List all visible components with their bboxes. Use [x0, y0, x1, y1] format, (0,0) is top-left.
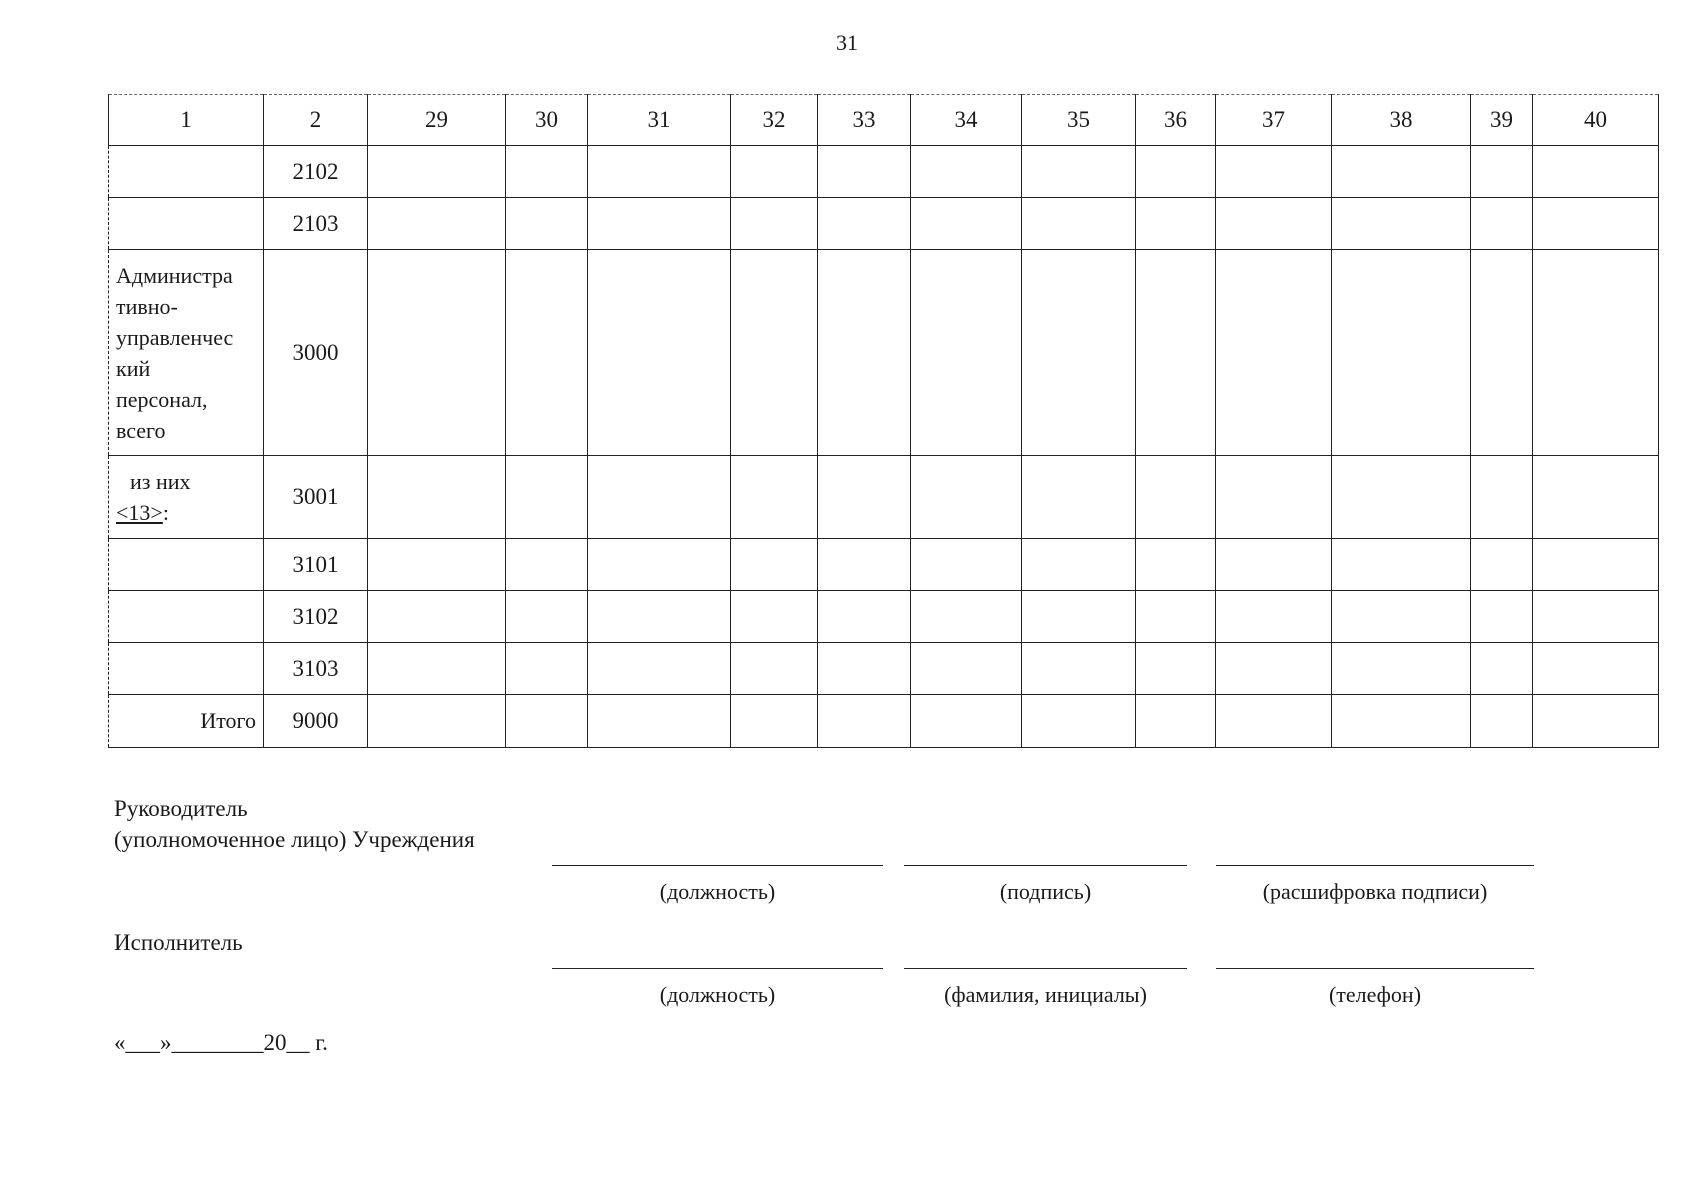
table-cell[interactable]	[588, 146, 731, 198]
table-cell[interactable]	[1471, 250, 1533, 456]
table-cell[interactable]	[731, 198, 818, 250]
table-cell[interactable]	[911, 456, 1022, 539]
head-signature-label	[114, 793, 475, 855]
table-cell[interactable]	[1332, 695, 1471, 748]
table-cell[interactable]	[1216, 643, 1332, 695]
table-cell[interactable]	[1533, 250, 1659, 456]
table-cell[interactable]	[368, 456, 506, 539]
table-cell[interactable]	[911, 695, 1022, 748]
table-cell[interactable]	[731, 456, 818, 539]
column-number-header: 34	[911, 95, 1022, 146]
table-cell[interactable]	[731, 250, 818, 456]
row-label: Администра тивно- управленчес кий персонал, всего	[109, 250, 264, 456]
head-name-line[interactable]	[1216, 865, 1534, 866]
row-code: 3102	[264, 591, 368, 643]
column-number-header: 32	[731, 95, 818, 146]
column-number-header: 1	[109, 95, 264, 146]
table-cell[interactable]	[1533, 643, 1659, 695]
head-signature-line[interactable]	[904, 865, 1187, 866]
table-cell[interactable]	[588, 250, 731, 456]
row-code: 3000	[264, 250, 368, 456]
table-row	[109, 456, 1659, 539]
table-cell[interactable]	[1332, 539, 1471, 591]
table-cell[interactable]	[588, 198, 731, 250]
table-row	[109, 695, 1659, 748]
column-number-header: 2	[264, 95, 368, 146]
table-cell[interactable]	[1136, 198, 1216, 250]
table-cell[interactable]	[1022, 198, 1136, 250]
table-cell[interactable]	[506, 643, 588, 695]
table-cell[interactable]	[911, 643, 1022, 695]
report-table	[108, 94, 1659, 748]
table-cell[interactable]	[368, 695, 506, 748]
table-cell[interactable]	[1136, 456, 1216, 539]
table-cell[interactable]	[1471, 643, 1533, 695]
column-number-header: 38	[1332, 95, 1471, 146]
table-cell[interactable]	[1332, 591, 1471, 643]
head-signature-caption: (подпись)	[999, 879, 1092, 904]
head-name-caption: (расшифровка подписи)	[1262, 879, 1488, 904]
table-cell[interactable]	[506, 539, 588, 591]
table-cell[interactable]	[731, 146, 818, 198]
column-number-header: 29	[368, 95, 506, 146]
row-code: 3101	[264, 539, 368, 591]
table-row	[109, 539, 1659, 591]
table-cell[interactable]	[818, 198, 911, 250]
column-number-header: 30	[506, 95, 588, 146]
footnote-reference[interactable]: <13>	[116, 500, 163, 525]
table-cell[interactable]	[911, 250, 1022, 456]
table-cell[interactable]	[1216, 146, 1332, 198]
table-cell[interactable]	[588, 643, 731, 695]
table-cell[interactable]	[506, 146, 588, 198]
table-cell[interactable]	[911, 198, 1022, 250]
table-cell[interactable]	[1471, 591, 1533, 643]
row-label-suffix: :	[162, 500, 169, 525]
row-label	[109, 456, 264, 539]
table-cell[interactable]	[506, 456, 588, 539]
table-cell[interactable]	[1332, 643, 1471, 695]
table-cell[interactable]	[506, 198, 588, 250]
table-cell[interactable]	[588, 695, 731, 748]
row-code: 3001	[264, 456, 368, 539]
table-cell[interactable]	[368, 539, 506, 591]
column-number-header: 31	[588, 95, 731, 146]
table-cell[interactable]	[1022, 456, 1136, 539]
table-cell[interactable]	[1216, 591, 1332, 643]
table-cell[interactable]	[731, 643, 818, 695]
table-cell[interactable]	[1533, 146, 1659, 198]
table-cell[interactable]	[1022, 250, 1136, 456]
table-cell[interactable]	[1216, 456, 1332, 539]
table-cell[interactable]	[1022, 539, 1136, 591]
column-number-header: 39	[1471, 95, 1533, 146]
table-cell[interactable]	[818, 146, 911, 198]
table-cell[interactable]	[1216, 695, 1332, 748]
table-cell[interactable]	[731, 591, 818, 643]
head-position-caption: (должность)	[659, 879, 776, 904]
table-cell[interactable]	[1216, 198, 1332, 250]
row-label-prefix: из них	[130, 469, 191, 494]
table-row	[109, 250, 1659, 456]
table-cell[interactable]	[368, 250, 506, 456]
table-row	[109, 643, 1659, 695]
executor-position-line[interactable]	[552, 968, 883, 969]
table-cell[interactable]	[506, 591, 588, 643]
table-header-row	[109, 95, 1659, 146]
date-field[interactable]: «___»________20__ г.	[114, 1030, 328, 1055]
table-cell[interactable]	[368, 198, 506, 250]
table-cell[interactable]	[368, 591, 506, 643]
executor-name-caption: (фамилия, инициалы)	[944, 982, 1147, 1007]
executor-label: Исполнитель	[114, 930, 243, 955]
table-cell[interactable]	[911, 539, 1022, 591]
table-row	[109, 591, 1659, 643]
row-label	[109, 643, 264, 695]
table-cell[interactable]	[1136, 539, 1216, 591]
table-cell[interactable]	[588, 539, 731, 591]
table-cell[interactable]	[1471, 456, 1533, 539]
table-cell[interactable]	[1533, 539, 1659, 591]
table-cell[interactable]	[1136, 643, 1216, 695]
table-cell[interactable]	[1533, 591, 1659, 643]
table-cell[interactable]	[506, 250, 588, 456]
row-code: 3103	[264, 643, 368, 695]
column-number-header: 33	[818, 95, 911, 146]
table-cell[interactable]	[1136, 591, 1216, 643]
table-cell[interactable]	[1136, 146, 1216, 198]
table-cell[interactable]	[818, 250, 911, 456]
table-cell[interactable]	[818, 456, 911, 539]
table-cell[interactable]	[1471, 695, 1533, 748]
table-cell[interactable]	[1022, 591, 1136, 643]
table-cell[interactable]	[1332, 456, 1471, 539]
table-cell[interactable]	[1533, 695, 1659, 748]
table-cell[interactable]	[1332, 250, 1471, 456]
row-label	[109, 539, 264, 591]
table-cell[interactable]	[1533, 456, 1659, 539]
table-cell[interactable]	[731, 695, 818, 748]
table-cell[interactable]	[506, 695, 588, 748]
table-cell[interactable]	[368, 643, 506, 695]
table-cell[interactable]	[1332, 146, 1471, 198]
table-cell[interactable]	[1471, 198, 1533, 250]
table-cell[interactable]	[818, 695, 911, 748]
table-cell[interactable]	[1533, 198, 1659, 250]
table-cell[interactable]	[1022, 643, 1136, 695]
table-cell[interactable]	[588, 456, 731, 539]
row-code: 2103	[264, 198, 368, 250]
row-code: 2102	[264, 146, 368, 198]
head-label-line1: Руководитель	[114, 796, 248, 821]
row-label-footnote	[116, 497, 263, 528]
table-cell[interactable]	[1022, 146, 1136, 198]
table-cell[interactable]	[1022, 695, 1136, 748]
row-label	[109, 591, 264, 643]
executor-name-line[interactable]	[904, 968, 1187, 969]
table-cell[interactable]	[911, 146, 1022, 198]
table-cell[interactable]	[368, 146, 506, 198]
row-code: 9000	[264, 695, 368, 748]
page-number: 31	[836, 30, 858, 55]
table-cell[interactable]	[1332, 198, 1471, 250]
executor-phone-caption: (телефон)	[1328, 982, 1422, 1007]
table-row	[109, 198, 1659, 250]
row-label: Итого	[109, 695, 264, 748]
table-cell[interactable]	[911, 591, 1022, 643]
column-number-header: 35	[1022, 95, 1136, 146]
row-label	[109, 146, 264, 198]
table-cell[interactable]	[818, 539, 911, 591]
head-position-line[interactable]	[552, 865, 883, 866]
column-number-header: 40	[1533, 95, 1659, 146]
column-number-header: 36	[1136, 95, 1216, 146]
executor-position-caption: (должность)	[659, 982, 776, 1007]
table-cell[interactable]	[1216, 539, 1332, 591]
row-label	[109, 198, 264, 250]
table-cell[interactable]	[1136, 695, 1216, 748]
table-cell[interactable]	[818, 643, 911, 695]
table-cell[interactable]	[1136, 250, 1216, 456]
table-cell[interactable]	[731, 539, 818, 591]
table-cell[interactable]	[1216, 250, 1332, 456]
table-cell[interactable]	[818, 591, 911, 643]
head-label-line2: (уполномоченное лицо) Учреждения	[114, 827, 475, 852]
table-cell[interactable]	[588, 591, 731, 643]
executor-phone-line[interactable]	[1216, 968, 1534, 969]
table-cell[interactable]	[1471, 146, 1533, 198]
table-row	[109, 146, 1659, 198]
column-number-header: 37	[1216, 95, 1332, 146]
table-cell[interactable]	[1471, 539, 1533, 591]
